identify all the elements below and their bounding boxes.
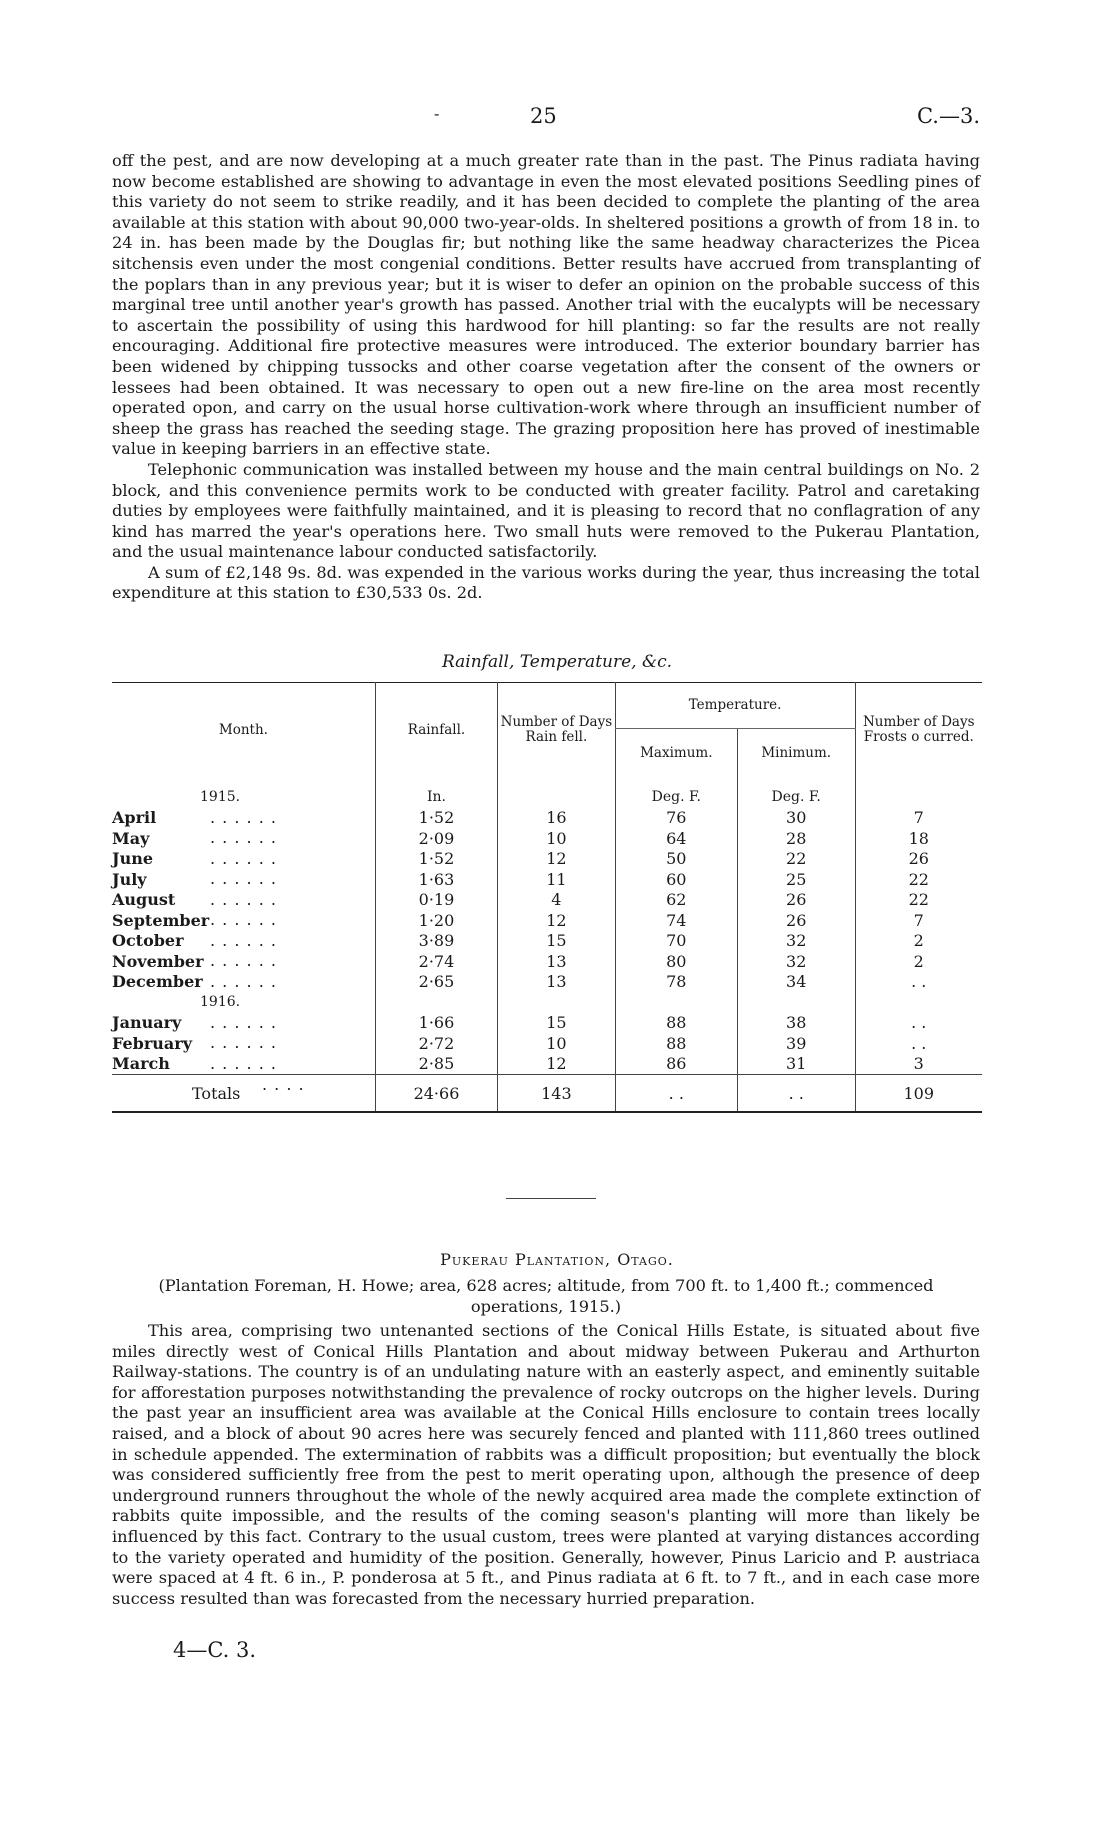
cell-days: 12 bbox=[498, 849, 616, 870]
cell-days: 4 bbox=[498, 890, 616, 911]
cell-days: 13 bbox=[498, 972, 616, 993]
cell-rain: 2·65 bbox=[375, 972, 497, 993]
cell-max: 50 bbox=[615, 849, 737, 870]
cell-frosts: 2 bbox=[855, 951, 982, 972]
cell-frosts: . . bbox=[855, 1013, 982, 1034]
month-cell bbox=[112, 808, 375, 829]
table-row bbox=[112, 1033, 982, 1054]
header-days-rain: Number of Days Rain fell. bbox=[498, 683, 616, 778]
cell-min: 32 bbox=[737, 931, 855, 952]
total-min: . . bbox=[737, 1075, 855, 1113]
month-label: May bbox=[112, 828, 150, 848]
month-label: January bbox=[112, 1013, 182, 1033]
month-label: September bbox=[112, 910, 210, 930]
units-row bbox=[112, 777, 982, 808]
table-row bbox=[112, 972, 982, 993]
cell-max: 88 bbox=[615, 1013, 737, 1034]
cell-frosts: 7 bbox=[855, 910, 982, 931]
month-label: November bbox=[112, 951, 204, 971]
unit-rainfall: In. bbox=[375, 777, 497, 808]
cell-min: 38 bbox=[737, 1013, 855, 1034]
unit-maximum: Deg. F. bbox=[615, 777, 737, 808]
cell-max: 62 bbox=[615, 890, 737, 911]
month-label: April bbox=[112, 808, 157, 828]
header-frosts: Number of Days Frosts o curred. bbox=[855, 683, 982, 778]
header-month: Month. bbox=[218, 721, 268, 738]
cell-rain: 1·66 bbox=[375, 1013, 497, 1034]
header-minimum: Minimum. bbox=[737, 729, 855, 777]
table-row bbox=[112, 890, 982, 911]
leader-dots: . . . . . . bbox=[210, 910, 277, 929]
cell-rain: 1·52 bbox=[375, 808, 497, 829]
header-maximum: Maximum. bbox=[615, 729, 737, 777]
document-reference: C.—3. bbox=[916, 104, 980, 128]
cell-min: 22 bbox=[737, 849, 855, 870]
month-cell bbox=[112, 828, 375, 849]
cell-max: 64 bbox=[615, 828, 737, 849]
month-cell bbox=[112, 1033, 375, 1054]
cell-days: 16 bbox=[498, 808, 616, 829]
body-text-top bbox=[112, 151, 980, 604]
cell-frosts: 2 bbox=[855, 931, 982, 952]
leader-dots: . . . . . . bbox=[210, 828, 277, 847]
cell-max: 60 bbox=[615, 869, 737, 890]
cell-rain: 2·09 bbox=[375, 828, 497, 849]
leader-dots: . . . . . . bbox=[210, 1012, 277, 1032]
month-label: October bbox=[112, 931, 184, 951]
leader-dots: . . . . . . bbox=[210, 807, 277, 827]
cell-rain: 1·20 bbox=[375, 910, 497, 931]
month-cell bbox=[112, 1054, 375, 1075]
cell-min: 26 bbox=[737, 910, 855, 931]
month-cell bbox=[112, 890, 375, 911]
footer-reference: 4—C. 3. bbox=[173, 1638, 257, 1662]
page-mark: - bbox=[434, 104, 440, 123]
month-cell bbox=[112, 951, 375, 972]
leader-dots: . . . . . . bbox=[210, 951, 277, 970]
table-row bbox=[112, 910, 982, 931]
body-text-bottom bbox=[112, 1321, 980, 1609]
cell-min: 32 bbox=[737, 951, 855, 972]
cell-days: 10 bbox=[498, 828, 616, 849]
table-row bbox=[112, 828, 982, 849]
month-label: June bbox=[112, 849, 154, 869]
leader-dots: . . . . . . bbox=[210, 971, 277, 991]
cell-max: 86 bbox=[615, 1054, 737, 1075]
leader-dots: . . . . bbox=[262, 1075, 305, 1094]
unit-minimum: Deg. F. bbox=[737, 777, 855, 808]
leader-dots: . . . . . . bbox=[210, 889, 277, 909]
cell-max: 76 bbox=[615, 808, 737, 829]
cell-days: 10 bbox=[498, 1033, 616, 1054]
section-title: Pukerau Plantation, Otago. bbox=[440, 1250, 674, 1269]
cell-rain: 2·72 bbox=[375, 1033, 497, 1054]
cell-days: 15 bbox=[498, 931, 616, 952]
table-caption: Rainfall, Temperature, &c. bbox=[441, 652, 673, 672]
table-row bbox=[112, 931, 982, 952]
header-temperature: Temperature. bbox=[615, 683, 855, 729]
year-label: 1916. bbox=[200, 994, 241, 1011]
month-label: March bbox=[112, 1054, 170, 1074]
cell-max: 80 bbox=[615, 951, 737, 972]
cell-frosts: 18 bbox=[855, 828, 982, 849]
table-row bbox=[112, 1013, 982, 1034]
cell-max: 88 bbox=[615, 1033, 737, 1054]
cell-frosts: . . bbox=[855, 972, 982, 993]
month-label: February bbox=[112, 1033, 193, 1053]
cell-days: 12 bbox=[498, 1054, 616, 1075]
total-frosts: 109 bbox=[855, 1075, 982, 1113]
cell-rain: 2·74 bbox=[375, 951, 497, 972]
cell-min: 26 bbox=[737, 890, 855, 911]
leader-dots: . . . . . . bbox=[210, 930, 277, 950]
cell-frosts: 7 bbox=[855, 808, 982, 829]
leader-dots: . . . . . . bbox=[210, 869, 277, 888]
cell-min: 34 bbox=[737, 972, 855, 993]
paragraph-planting: off the pest, and are now developing at a much greater rate than in the past. The Pinus radiata having now become established are showing to advantage in even the most elevated positions Seedling pines of this variety do not seem to strike readily, and it has been decided to complete the planting of the area available at this station with about 90,000 two-year-olds. In sheltered positions a growth of from 18 in. to 24 in. has been made by the Douglas fir; but nothing like the same headway characterizes the Picea sitchensis even under the most congenial conditions. Better results have accrued from transplanting of the poplars than in any previous year; but it is wiser to defer an opinion on the probable success of this marginal tree until another year's growth has passed. Another trial with the eucalypts will be necessary to ascertain the possibility of using this hardwood for hill planting: so far the results are not really encouraging. Additional fire protective measures were introduced. The exterior boundary barrier has been widened by chipping tussocks and other coarse vegetation after the consent of the owners or lessees had been obtained. It was necessary to open out a new fire-line on the area most recently operated opon, and carry on the usual horse cultivation-work where through an insufficient number of sheep the grass has reached the seeding stage. The grazing proposition here has proved of inestimable value in keeping barriers in an effective state. bbox=[112, 151, 980, 459]
cell-frosts: . . bbox=[855, 1033, 982, 1054]
totals-row bbox=[112, 1075, 982, 1113]
cell-frosts: 22 bbox=[855, 869, 982, 890]
cell-rain: 1·52 bbox=[375, 849, 497, 870]
cell-max: 70 bbox=[615, 931, 737, 952]
cell-max: 74 bbox=[615, 910, 737, 931]
month-label: July bbox=[112, 869, 147, 889]
month-cell bbox=[112, 931, 375, 952]
cell-days: 11 bbox=[498, 869, 616, 890]
leader-dots: . . . . . . bbox=[210, 848, 277, 868]
cell-rain: 3·89 bbox=[375, 931, 497, 952]
total-rain: 24·66 bbox=[375, 1075, 497, 1113]
section-subtitle: (Plantation Foreman, H. Howe; area, 628 acres; altitude, from 700 ft. to 1,400 ft.; commenced operations, 1915.) bbox=[158, 1276, 934, 1316]
table-row bbox=[112, 869, 982, 890]
cell-min: 31 bbox=[737, 1054, 855, 1075]
header-rainfall: Rainfall. bbox=[375, 683, 497, 778]
year-label: 1915. bbox=[200, 789, 241, 806]
month-label: December bbox=[112, 972, 203, 992]
section-divider bbox=[506, 1198, 596, 1199]
cell-rain: 0·19 bbox=[375, 890, 497, 911]
paragraph-expenditure: A sum of £2,148 9s. 8d. was expended in the various works during the year, thus increasing the total expenditure at this station to £30,533 0s. 2d. bbox=[112, 562, 980, 603]
totals-label: Totals bbox=[192, 1083, 241, 1103]
cell-days: 15 bbox=[498, 1013, 616, 1034]
month-label: August bbox=[112, 890, 176, 910]
cell-frosts: 26 bbox=[855, 849, 982, 870]
paragraph-pukerau: This area, comprising two untenanted sections of the Conical Hills Estate, is situated about five miles directly west of Conical Hills Plantation and about midway between Pukerau and Arthurton Railway-stations. The country is of an undulating nature with an easterly aspect, and eminently suitable for afforestation purposes notwithstanding the prevalence of rocky outcrops on the higher levels. During the past year an insufficient area was available at the Conical Hills enclosure to contain trees locally raised, and a block of about 90 acres here was securely fenced and planted with 111,860 trees outlined in schedule appended. The extermination of rabbits was a difficult proposition; but eventually the block was considered sufficiently free from the pest to merit operating upon, although the presence of deep underground runners throughout the whole of the newly acquired area made the complete extinction of rabbits quite impossible, and the results of the coming season's planting will more than likely be influenced by this fact. Contrary to the usual custom, trees were planted at varying distances according to the variety operated and humidity of the position. Generally, however, Pinus Laricio and P. austriaca were spaced at 4 ft. 6 in., P. ponderosa at 5 ft., and Pinus radiata at 6 ft. to 7 ft., and in each case more success resulted than was forecasted from the necessary hurried preparation. bbox=[112, 1321, 980, 1608]
cell-rain: 2·85 bbox=[375, 1054, 497, 1075]
cell-min: 25 bbox=[737, 869, 855, 890]
month-cell bbox=[112, 972, 375, 993]
cell-days: 12 bbox=[498, 910, 616, 931]
cell-min: 39 bbox=[737, 1033, 855, 1054]
month-cell bbox=[112, 849, 375, 870]
cell-days: 13 bbox=[498, 951, 616, 972]
year-row bbox=[112, 992, 982, 1013]
cell-max: 78 bbox=[615, 972, 737, 993]
table-row bbox=[112, 1054, 982, 1075]
leader-dots: . . . . . . bbox=[210, 1053, 277, 1073]
cell-min: 30 bbox=[737, 808, 855, 829]
leader-dots: . . . . . . bbox=[210, 1033, 277, 1052]
month-cell bbox=[112, 1013, 375, 1034]
month-cell bbox=[112, 869, 375, 890]
total-days: 143 bbox=[498, 1075, 616, 1113]
cell-min: 28 bbox=[737, 828, 855, 849]
table-row bbox=[112, 951, 982, 972]
cell-frosts: 22 bbox=[855, 890, 982, 911]
cell-rain: 1·63 bbox=[375, 869, 497, 890]
table-row bbox=[112, 849, 982, 870]
table-row bbox=[112, 808, 982, 829]
totals-cell bbox=[112, 1075, 375, 1113]
page-header bbox=[0, 104, 1114, 134]
month-cell bbox=[112, 910, 375, 931]
paragraph-telephone: Telephonic communication was installed between my house and the main central buildings on No. 2 block, and this convenience permits work to be conducted with greater facility. Patrol and caretaking duties by employees were faithfully maintained, and it is pleasing to record that no conflagration of any kind has marred the year's operations here. Two small huts were removed to the Pukerau Plantation, and the usual maintenance labour conducted satisfactorily. bbox=[112, 459, 980, 562]
page-number: 25 bbox=[530, 104, 557, 128]
total-max: . . bbox=[615, 1075, 737, 1113]
cell-frosts: 3 bbox=[855, 1054, 982, 1075]
rainfall-table bbox=[112, 682, 982, 1113]
